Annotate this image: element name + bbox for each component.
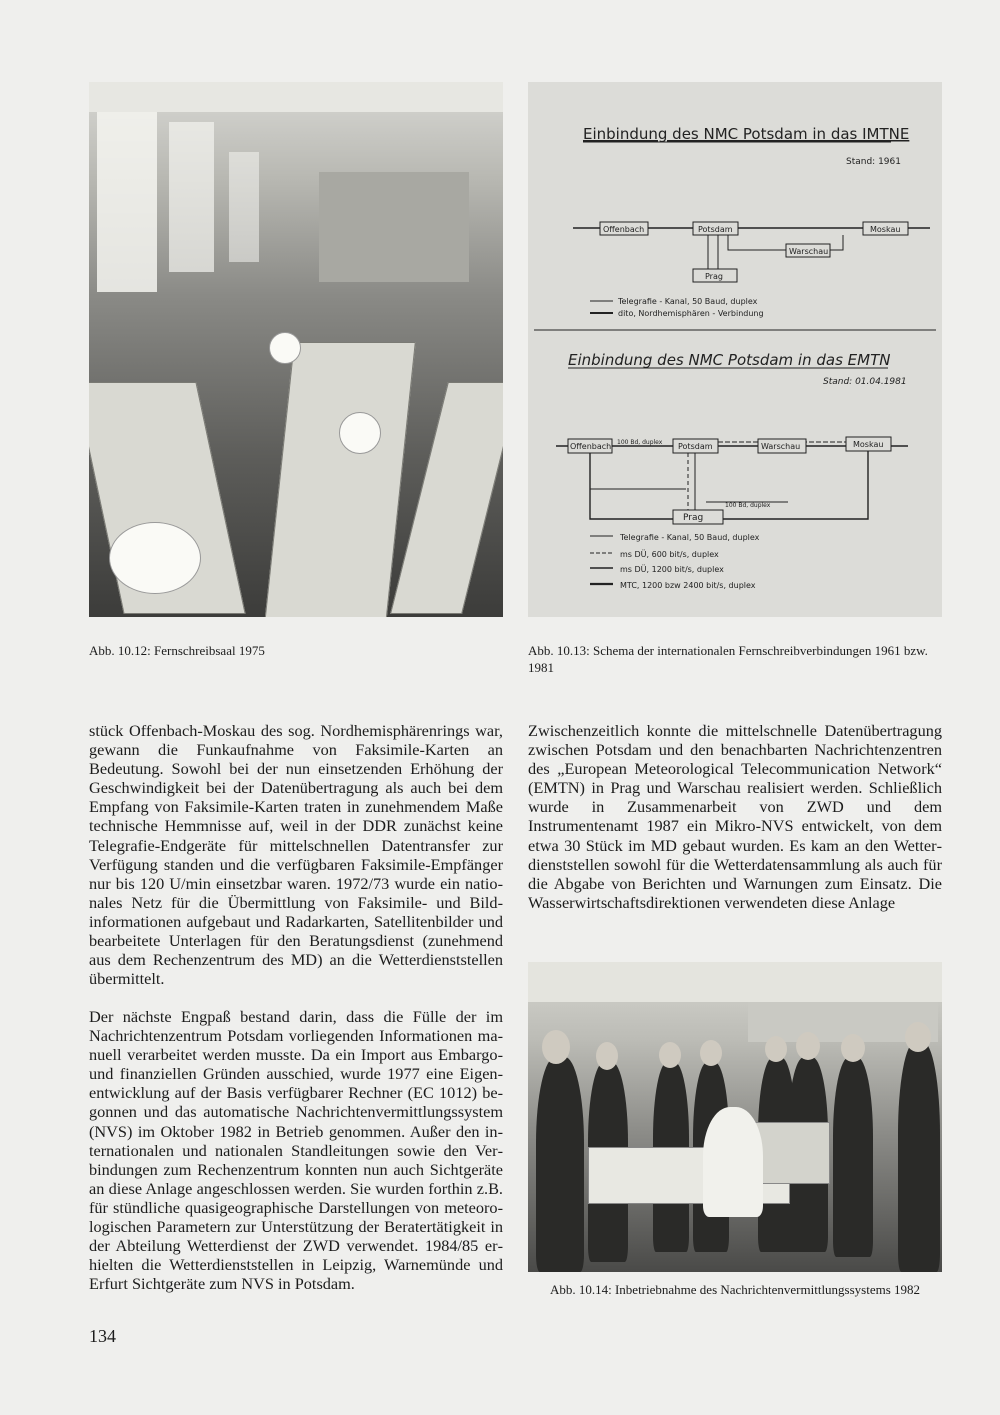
legend-1981-4: MTC, 1200 bzw 2400 bit/s, duplex bbox=[620, 581, 756, 590]
label-offenbach-link: 100 Bd, duplex bbox=[617, 439, 663, 446]
diagram-network-schema bbox=[528, 82, 942, 617]
legend-1981-3: ms DÜ, 1200 bit/s, duplex bbox=[620, 565, 724, 574]
caption-fig-10-12: Abb. 10.12: Fernschreibsaal 1975 bbox=[89, 643, 265, 658]
node-warschau-1981: Warschau bbox=[761, 442, 801, 451]
paragraph: stück Offenbach-Moskau des sog. Nordhemisphärenrings war, gewann die Funkaufnahme von Faksimile-Karten an Bedeutung. Sowohl bei der nun einsetzenden Erhöhung der Geschwindigkeit bei der Datenübertragung als auch bei dem Empfang von Faksimile-Karten traten in zunehmendem Maße technische Hemmnisse auf, weil in der DDR zunächst keine Telegrafie-Endgeräte für mittelschnellen Datentransfer zur Verfügung standen und die verfügbaren Faksimile-Empfänger nur bis 120 U/min einsetzbar waren. 1972/73 wurde ein nationales Netz für die Übermittlung von Faksimile- und Bildinformationen aufgebaut und Radarkarten, Satellitenbilder und bearbeitete Unterlagen für den Beratungsdienst (zunehmend aus dem Rechenzentrum des MD) an die Wetterdienststellen übermittelt. bbox=[89, 721, 503, 989]
caption-fig-10-13: Abb. 10.13: Schema der internationalen Fernschreibverbindungen 1961 bzw. 1981 bbox=[528, 643, 928, 675]
diagram-title-imtne: Einbindung des NMC Potsdam in das IMTNE bbox=[583, 125, 910, 143]
legend-1981-2: ms DÜ, 600 bit/s, duplex bbox=[620, 550, 719, 559]
diagram-stand-1961: Stand: 1961 bbox=[846, 157, 901, 167]
node-warschau-1961: Warschau bbox=[789, 247, 829, 256]
label-prag-link: 100 Bd, duplex bbox=[725, 502, 771, 509]
caption-fig-10-14: Abb. 10.14: Inbetriebnahme des Nachrichtenvermittlungssystems 1982 bbox=[549, 1282, 921, 1297]
photo-teleprinter-hall bbox=[89, 82, 503, 617]
page-number: 134 bbox=[89, 1326, 116, 1346]
text-left-paragraph-1 bbox=[89, 721, 503, 988]
legend-1961-1: Telegrafie - Kanal, 50 Baud, duplex bbox=[618, 297, 758, 306]
node-potsdam-1981: Potsdam bbox=[678, 442, 713, 451]
node-offenbach-1961: Offenbach bbox=[603, 225, 645, 234]
node-prag-1961: Prag bbox=[705, 272, 723, 281]
paragraph: Der nächste Engpaß bestand darin, dass die Fülle der im Nachrichtenzentrum Potsdam vorliegenden Informationen manuell verarbeitet werden musste. Da ein Import aus Embargo- und finanziellen Gründen ausschied, wurde 1977 eine Eigenentwicklung auf der Basis verfügbarer Rechner (EC 1012) begonnen und das automatische Nachrichtenvermittlungssystem (NVS) im Oktober 1982 in Betrieb genommen. Außer den internationalen und nationalen Standleitungen sowie den Verbindungen zum Rechenzentrum konnten nun auch Sichtgeräte an diese Anlage angeschlossen werden. Sie wurden forthin z.B. für stündliche quasigeographische Darstellungen von meteorologischen Parametern zur Unterstützung der Beratertätigkeit in der Abteilung Wetterdienst der ZWD verwendet. 1984/85 erhielten die Wetterdienststellen in Leipzig, Warnemünde und Erfurt Sichtgeräte zum NVS in Potsdam. bbox=[89, 1007, 503, 1294]
node-prag-1981: Prag bbox=[683, 513, 704, 523]
photo-nvs-inauguration bbox=[528, 962, 942, 1272]
legend-1981-1: Telegrafie - Kanal, 50 Baud, duplex bbox=[620, 533, 760, 542]
node-moskau-1981: Moskau bbox=[853, 440, 884, 449]
text-right-paragraph-1 bbox=[528, 721, 942, 912]
legend-1961-2: dito, Nordhemisphären - Verbindung bbox=[618, 309, 764, 318]
node-potsdam-1961: Potsdam bbox=[698, 225, 733, 234]
node-offenbach-1981: Offenbach bbox=[570, 442, 612, 451]
diagram-title-emtn: Einbindung des NMC Potsdam in das EMTN bbox=[568, 351, 891, 369]
diagram-stand-1981: Stand: 01.04.1981 bbox=[823, 377, 907, 387]
text-left-paragraph-2 bbox=[89, 1007, 503, 1293]
node-moskau-1961: Moskau bbox=[870, 225, 901, 234]
paragraph: Zwischenzeitlich konnte die mittelschnelle Datenübertragung zwischen Potsdam und den benachbarten Nachrichtenzentren des „European Meteorological Telecommunication Network“ (EMTN) in Prag und Warschau realisiert werden. Schließlich wurde in Zusammenarbeit von ZWD und dem Instrumentenamt 1987 ein Mikro-NVS entwickelt, von dem etwa 30 Stück im MD gebaut wurden. Es kam an den Wetterdienststellen sowohl für die Wetterdatensammlung als auch für die Abgabe von Berichten und Warnungen zum Einsatz. Die Wasserwirtschaftsdirektionen verwendeten diese Anlage bbox=[528, 721, 942, 912]
